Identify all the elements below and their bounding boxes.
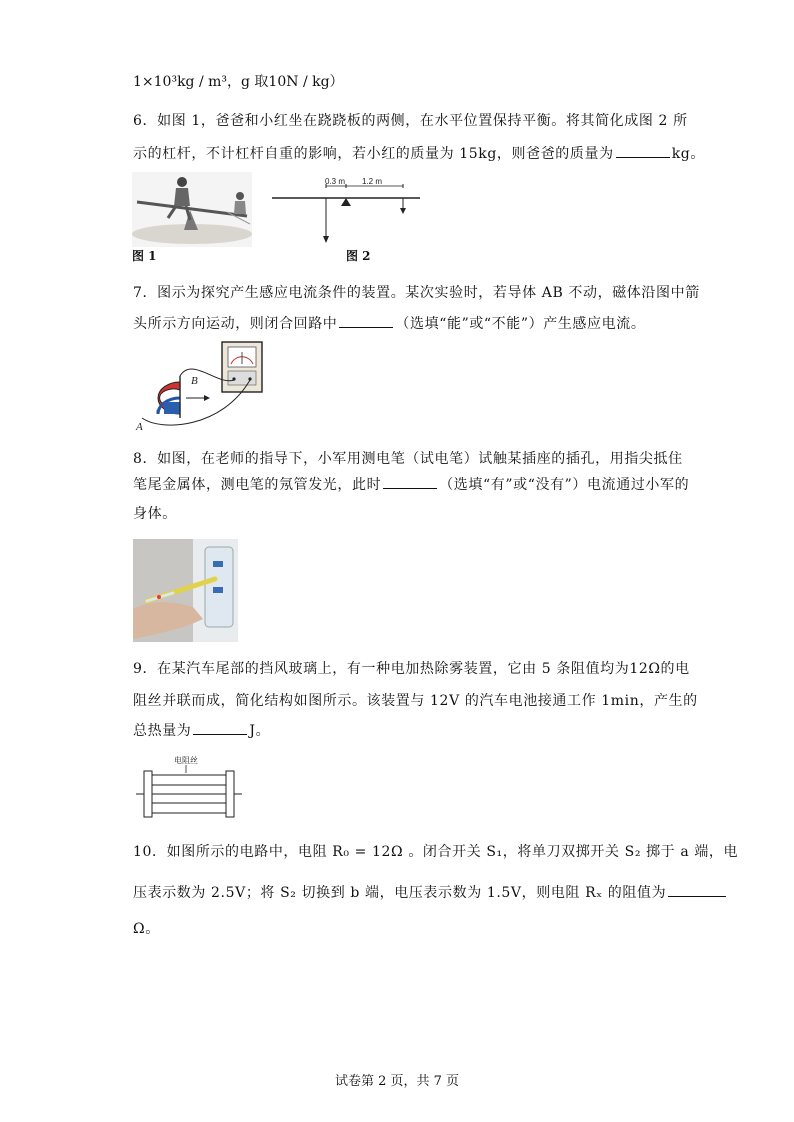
top-fragment-text: 1×10³kg / m³，g 取10N / kg）	[133, 74, 344, 90]
q6-answer-blank[interactable]	[616, 143, 670, 158]
girl-force-arrow	[400, 208, 406, 214]
q6-line1: 6．如图 1，爸爸和小红坐在跷跷板的两侧，在水平位置保持平衡。将其简化成图 2 所	[133, 113, 688, 129]
label-a: A	[136, 421, 143, 432]
q10-answer-blank[interactable]	[668, 882, 726, 897]
fig2-label: 图 2	[346, 249, 371, 263]
fulcrum-triangle	[341, 198, 351, 206]
q8-answer-blank[interactable]	[383, 474, 437, 489]
q10-line2	[133, 882, 728, 903]
q8-line2-post: （选填“有”或“没有”）电流通过小军的	[439, 477, 690, 493]
q7-line2-post: （选填“能”或“不能”）产生感应电流。	[395, 316, 646, 332]
q8-line2-pre: 笔尾金属体，测电笔的氖管发光，此时	[133, 477, 382, 493]
q7-answer-blank[interactable]	[339, 313, 393, 328]
page-footer: 试卷第 2 页，共 7 页	[334, 1074, 460, 1089]
seesaw-photo	[132, 172, 252, 247]
q9-line2: 阻丝并联而成，简化结构如图所示。该装置与 12V 的汽车电池接通工作 1min，产生的	[133, 693, 698, 709]
q9-answer-blank[interactable]	[193, 720, 247, 735]
motion-arrow	[204, 395, 210, 401]
fig1-label: 图 1	[132, 249, 157, 263]
q6-line2-post: kg。	[671, 146, 705, 162]
q10-line1: 10．如图所示的电路中，电阻 R₀ = 12Ω 。闭合开关 S₁，将单刀双掷开关 S₂ 掷于 a 端，电	[133, 844, 739, 860]
induction-apparatus-diagram	[132, 336, 278, 432]
q7-line2-pre: 头所示方向运动，则闭合回路中	[133, 316, 338, 332]
q7-line1: 7．图示为探究产生感应电流条件的装置。某次实验时，若导体 AB 不动，磁体沿图中箭	[133, 285, 700, 301]
lever-diagram	[270, 176, 422, 248]
dist-right-label: 1.2 m	[362, 177, 383, 186]
label-b: B	[191, 375, 198, 387]
q7-line2	[133, 313, 645, 334]
q8-line2	[133, 474, 689, 495]
test-pen-photo	[133, 539, 238, 642]
q8-line1: 8．如图，在老师的指导下，小军用测电笔（试电笔）试触某插座的插孔，用指尖抵住	[133, 451, 683, 467]
q10-line2-text: 压表示数为 2.5V；将 S₂ 切换到 b 端，电压表示数为 1.5V，则电阻 Rₓ 的阻值为	[133, 885, 667, 901]
resistance-wire-diagram	[134, 755, 244, 821]
q6-line2-pre: 示的杠杆，不计杠杆自重的影响，若小红的质量为 15kg，则爸爸的质量为	[133, 146, 614, 162]
q9-line3-pre: 总热量为	[133, 723, 192, 739]
q10-line3: Ω。	[133, 921, 160, 937]
resistance-wire-label: 电阻丝	[174, 756, 198, 765]
father-force-arrow	[323, 236, 329, 243]
dist-left-label: 0.3 m	[325, 177, 346, 186]
q9-line3	[133, 720, 270, 741]
q9-line1: 9．在某汽车尾部的挡风玻璃上，有一种电加热除雾装置，它由 5 条阻值均为12Ω的电	[133, 661, 690, 677]
q9-line3-post: J。	[249, 723, 271, 739]
q8-line3: 身体。	[133, 506, 177, 522]
q6-line2	[133, 143, 705, 164]
